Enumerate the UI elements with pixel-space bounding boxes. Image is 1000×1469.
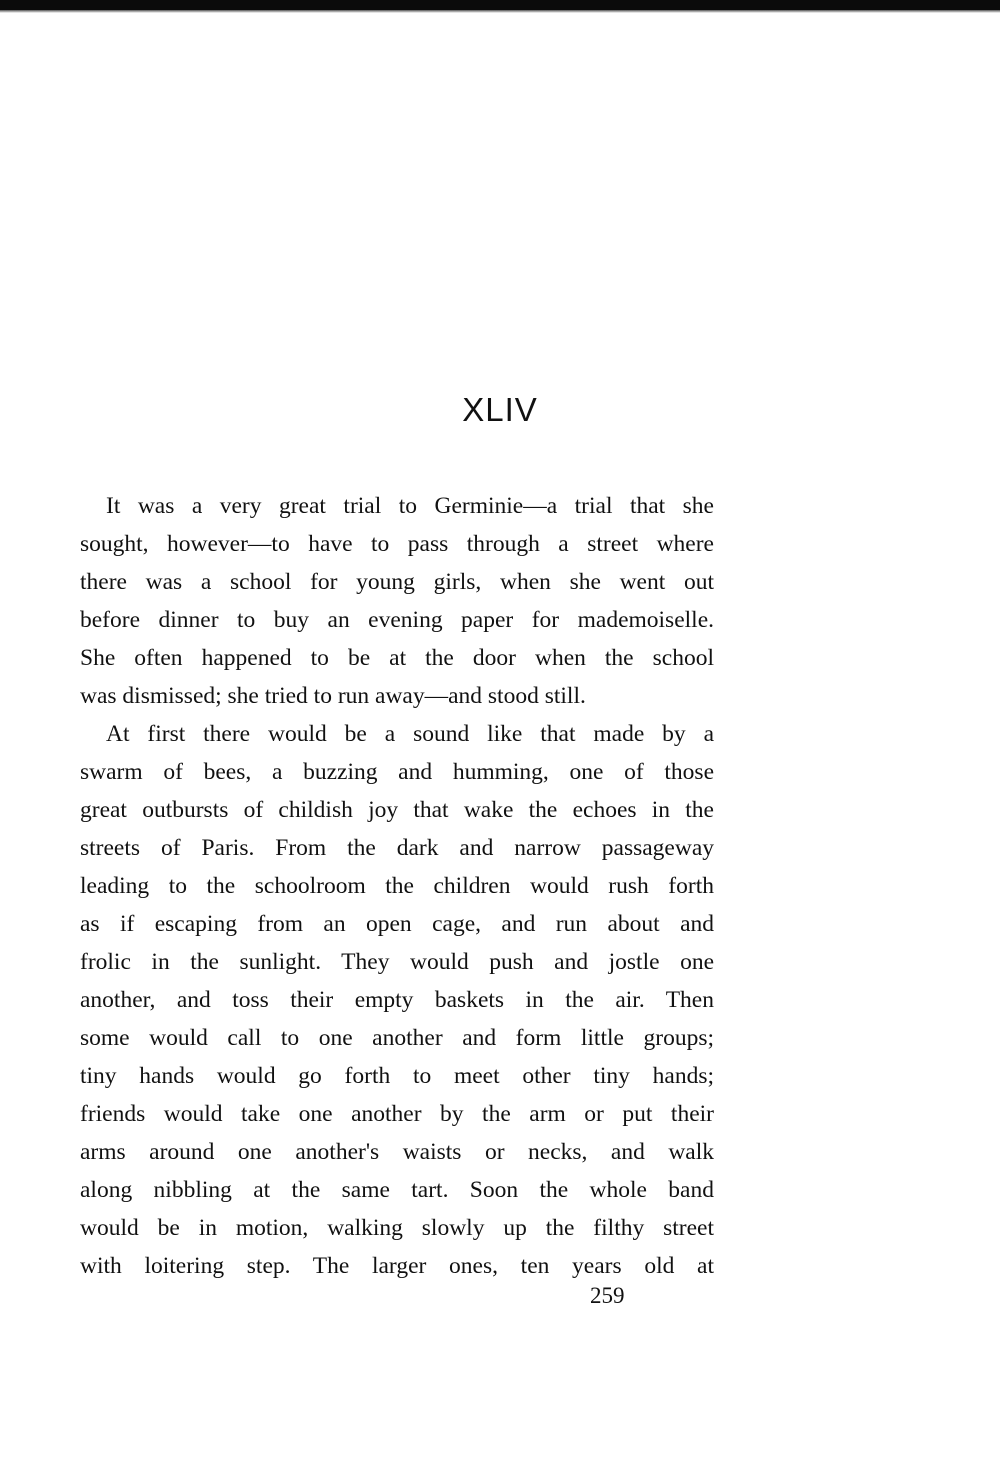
text-line: swarm of bees, a buzzing and humming, one of those <box>80 759 714 785</box>
scan-top-edge <box>0 0 1000 10</box>
text-line: some would call to one another and form little groups; <box>80 1025 714 1051</box>
text-line: It was a very great trial to Germinie—a trial that she <box>106 493 714 519</box>
text-line: along nibbling at the same tart. Soon the whole band <box>80 1177 714 1203</box>
text-line: streets of Paris. From the dark and narrow passageway <box>80 835 714 861</box>
text-line: sought, however—to have to pass through a street where <box>80 531 714 557</box>
text-line: great outbursts of childish joy that wake the echoes in the <box>80 797 714 823</box>
text-line: before dinner to buy an evening paper for mademoiselle. <box>80 607 714 633</box>
paragraph-1 <box>80 487 714 715</box>
text-line: as if escaping from an open cage, and run about and <box>80 911 714 937</box>
text-line: arms around one another's waists or necks, and walk <box>80 1139 714 1165</box>
text-line: leading to the schoolroom the children would rush forth <box>80 873 714 899</box>
text-line: friends would take one another by the arm or put their <box>80 1101 714 1127</box>
text-line: She often happened to be at the door when the school <box>80 645 714 671</box>
paragraph-2 <box>80 715 714 1285</box>
text-line: there was a school for young girls, when she went out <box>80 569 714 595</box>
text-line: At first there would be a sound like that made by a <box>106 721 714 747</box>
body-text <box>80 487 714 1285</box>
chapter-heading: XLIV <box>462 391 538 428</box>
page-number: 259 <box>590 1283 625 1308</box>
text-line: would be in motion, walking slowly up the filthy street <box>80 1215 714 1241</box>
text-line: frolic in the sunlight. They would push and jostle one <box>80 949 714 975</box>
text-line: with loitering step. The larger ones, ten years old at <box>80 1253 714 1279</box>
text-line: tiny hands would go forth to meet other tiny hands; <box>80 1063 714 1089</box>
scan-top-edge-shadow <box>0 10 1000 13</box>
text-line: was dismissed; she tried to run away—and stood still. <box>80 683 586 709</box>
text-line: another, and toss their empty baskets in the air. Then <box>80 987 714 1013</box>
